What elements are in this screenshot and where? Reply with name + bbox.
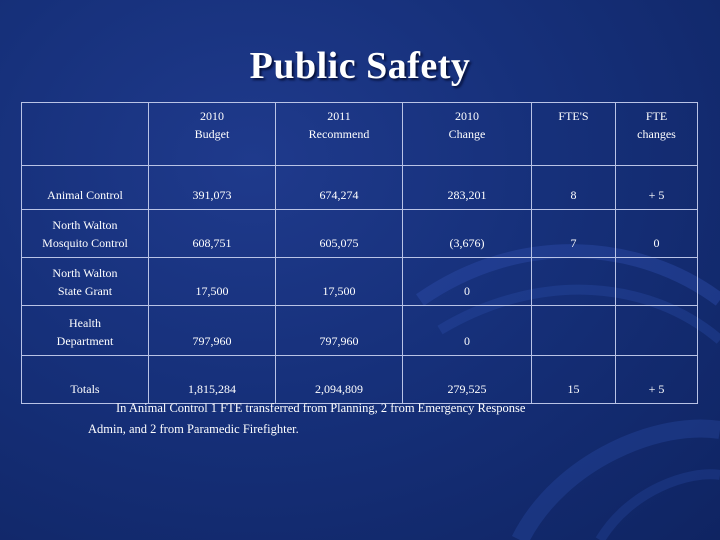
row-label: North Walton State Grant bbox=[22, 258, 149, 306]
cell-recommend: 2,094,809 bbox=[276, 356, 403, 404]
table-row bbox=[22, 166, 698, 210]
cell-ftes bbox=[532, 258, 616, 306]
cell-fte-changes: + 5 bbox=[616, 356, 698, 404]
cell-recommend: 797,960 bbox=[276, 306, 403, 356]
cell-budget: 391,073 bbox=[149, 166, 276, 210]
cell-fte-changes: 0 bbox=[616, 210, 698, 258]
cell-ftes: 8 bbox=[532, 166, 616, 210]
cell-recommend: 17,500 bbox=[276, 258, 403, 306]
page-title: Public Safety bbox=[249, 45, 471, 87]
budget-table-container bbox=[21, 102, 697, 404]
cell-ftes bbox=[532, 306, 616, 356]
cell-ftes: 15 bbox=[532, 356, 616, 404]
footnote-line-1: In Animal Control 1 FTE transferred from Planning, 2 from Emergency Response bbox=[116, 401, 526, 415]
cell-change: 0 bbox=[403, 306, 532, 356]
footnote-line-2: Admin, and 2 from Paramedic Firefighter. bbox=[88, 422, 299, 436]
header-line2: Change bbox=[448, 127, 486, 141]
header-cell-recommend bbox=[276, 103, 403, 166]
row-label: Health Department bbox=[22, 306, 149, 356]
budget-table bbox=[21, 102, 698, 404]
table-row-totals bbox=[22, 356, 698, 404]
header-cell-fte-changes bbox=[616, 103, 698, 166]
header-line2: Budget bbox=[194, 127, 230, 141]
header-cell-label bbox=[22, 103, 149, 166]
table-row bbox=[22, 258, 698, 306]
header-line2: Recommend bbox=[308, 127, 370, 141]
header-line1: 2011 bbox=[327, 109, 351, 123]
table-row bbox=[22, 306, 698, 356]
table-row bbox=[22, 210, 698, 258]
table-header-row bbox=[22, 103, 698, 166]
cell-fte-changes bbox=[616, 258, 698, 306]
cell-change: 283,201 bbox=[403, 166, 532, 210]
cell-recommend: 674,274 bbox=[276, 166, 403, 210]
header-line1: FTE'S bbox=[558, 109, 589, 123]
cell-fte-changes: + 5 bbox=[616, 166, 698, 210]
header-line2: changes bbox=[637, 127, 676, 141]
header-line1: 2010 bbox=[200, 109, 224, 123]
cell-change: 279,525 bbox=[403, 356, 532, 404]
cell-change: (3,676) bbox=[403, 210, 532, 258]
header-cell-budget bbox=[149, 103, 276, 166]
row-label: Animal Control bbox=[22, 166, 149, 210]
cell-budget: 797,960 bbox=[149, 306, 276, 356]
header-line1: 2010 bbox=[455, 109, 479, 123]
header-cell-change bbox=[403, 103, 532, 166]
cell-ftes: 7 bbox=[532, 210, 616, 258]
row-label: North Walton Mosquito Control bbox=[22, 210, 149, 258]
footnote bbox=[88, 398, 648, 440]
cell-fte-changes bbox=[616, 306, 698, 356]
cell-budget: 608,751 bbox=[149, 210, 276, 258]
cell-budget: 1,815,284 bbox=[149, 356, 276, 404]
cell-budget: 17,500 bbox=[149, 258, 276, 306]
cell-change: 0 bbox=[403, 258, 532, 306]
header-line1: FTE bbox=[645, 109, 668, 123]
cell-recommend: 605,075 bbox=[276, 210, 403, 258]
header-cell-ftes bbox=[532, 103, 616, 166]
row-label: Totals bbox=[22, 356, 149, 404]
